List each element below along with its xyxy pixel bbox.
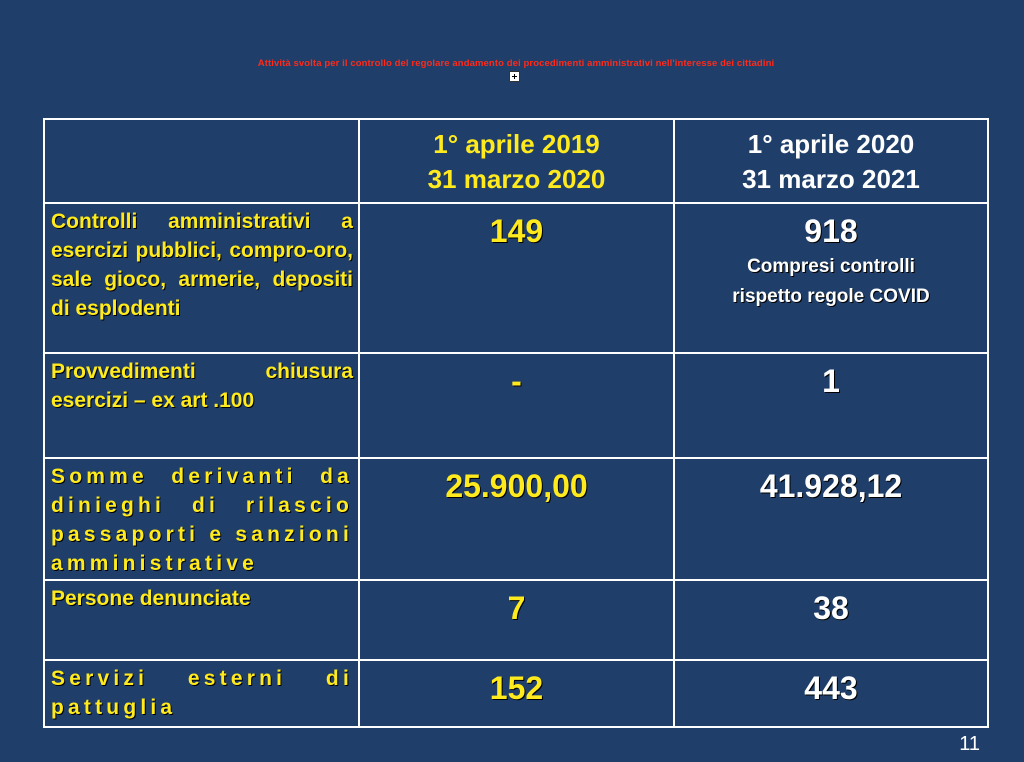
data-table xyxy=(43,118,989,728)
row-value-2019: 149 xyxy=(359,203,674,353)
table-row xyxy=(44,203,988,353)
row-value-2019: 7 xyxy=(359,580,674,660)
header-period-2019 xyxy=(359,119,674,203)
row-label: Servizi esterni di pattuglia xyxy=(44,660,359,727)
slide-title: Attività svolta per il controllo del regolare andamento dei procedimenti amministrativi nell'interesse dei cittadini xyxy=(257,58,775,69)
header-period-2019-start: 1° aprile 2019 xyxy=(433,129,600,159)
table-header-row xyxy=(44,119,988,203)
expand-plus-icon[interactable] xyxy=(509,71,520,82)
table-row xyxy=(44,458,988,580)
header-empty-cell xyxy=(44,119,359,203)
row-label: Persone denunciate xyxy=(44,580,359,660)
row-label: Controlli amministrativi a esercizi pubblici, compro-oro, sale gioco, armerie, depositi di esplodenti xyxy=(44,203,359,353)
row-label: Somme derivanti da dinieghi di rilascio passaporti e sanzioni amministrative xyxy=(44,458,359,580)
row-value-2020 xyxy=(674,203,988,353)
row-value-2019: 152 xyxy=(359,660,674,727)
row-value-2019: - xyxy=(359,353,674,458)
page-number: 11 xyxy=(959,733,980,755)
table-row xyxy=(44,580,988,660)
header-period-2020 xyxy=(674,119,988,203)
header-period-2020-end: 31 marzo 2021 xyxy=(742,164,920,194)
row-note-line-2: rispetto regole COVID xyxy=(732,286,930,307)
header-period-2019-end: 31 marzo 2020 xyxy=(427,164,606,194)
row-value-2020: 1 xyxy=(674,353,988,458)
row-value-2019: 25.900,00 xyxy=(359,458,674,580)
row-value-2020: 443 xyxy=(674,660,988,727)
row-value-2020: 41.928,12 xyxy=(674,458,988,580)
row-value-2020: 38 xyxy=(674,580,988,660)
table-row xyxy=(44,660,988,727)
row-value-2020-number: 918 xyxy=(804,213,858,249)
header-period-2020-start: 1° aprile 2020 xyxy=(747,129,915,159)
table-row xyxy=(44,353,988,458)
row-label: Provvedimenti chiusura esercizi – ex art .100 xyxy=(44,353,359,458)
row-note-line-1: Compresi controlli xyxy=(747,256,915,277)
